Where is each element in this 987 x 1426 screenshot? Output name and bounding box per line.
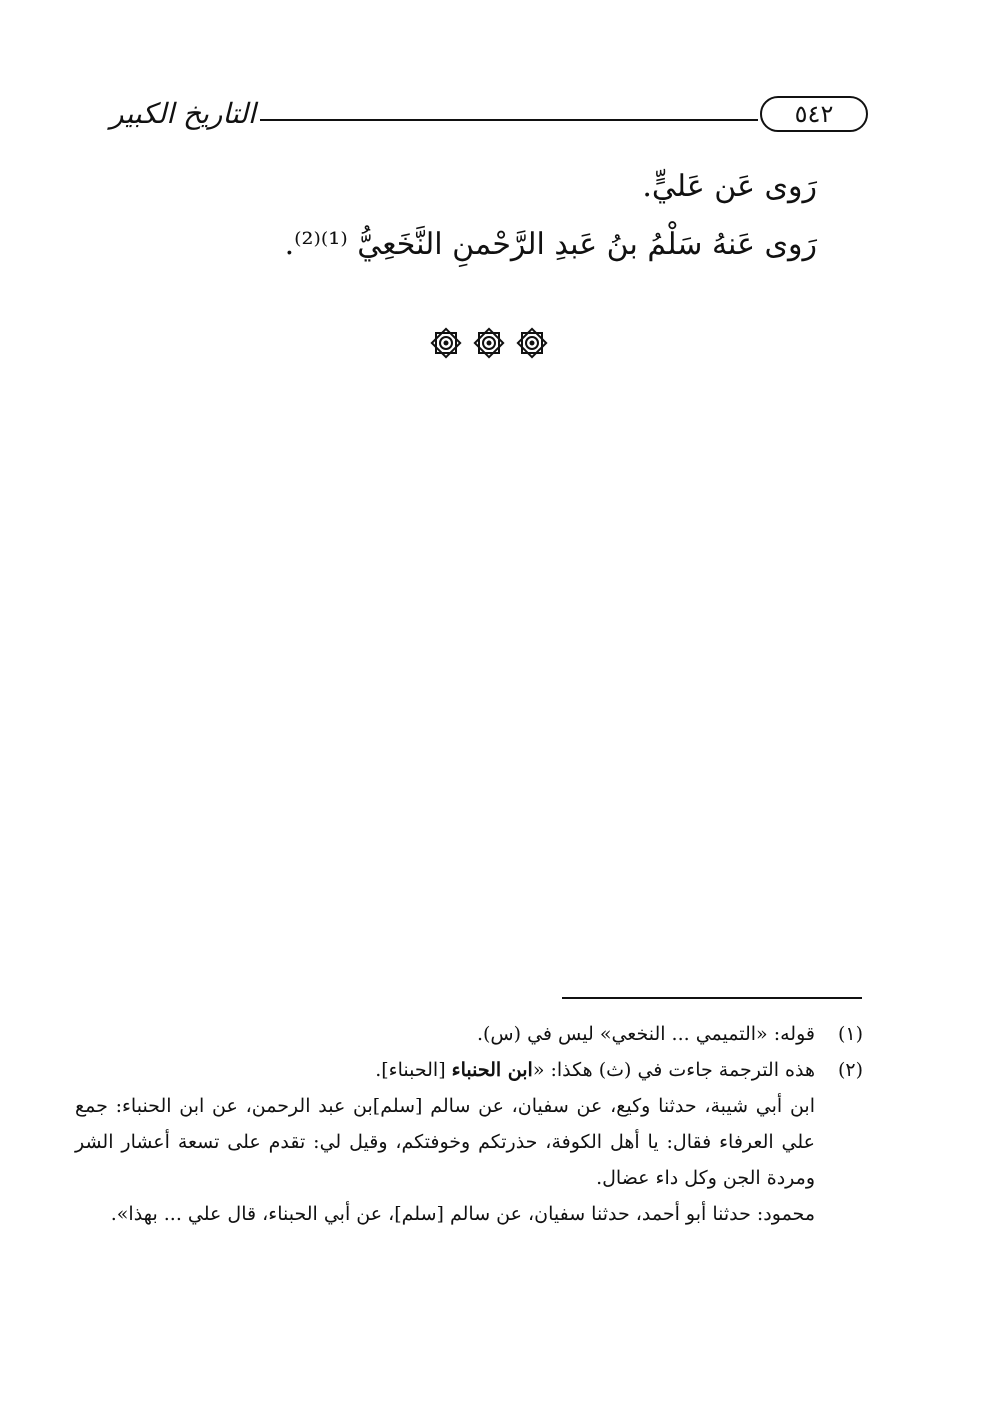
main-line-2: رَوى عَنهُ سَلْمُ بنُ عَبدِ الرَّحْمنِ النَّخَعِيُّ ⁽¹⁾⁽²⁾.	[284, 227, 817, 262]
footnote-paragraph: محمود: حدثنا أبو أحمد، حدثنا سفيان، عن سالم [سلم]، عن أبي الحبناء، قال علي ... بهذا».	[110, 1203, 815, 1225]
footnote-paragraph: ابن أبي شيبة، حدثنا وكيع، عن سفيان، عن سالم [سلم]بن عبد الرحمن، عن ابن الحنباء: جمع علي العرفاء فقال: يا أهل الكوفة، حذرتكم وخوفتكم، وقيل لي: تقدم على تسعة أعشار الشر ومردة الجن وكل داء عضال.	[75, 1095, 815, 1189]
main-text	[157, 158, 817, 274]
footnotes	[75, 1016, 863, 1232]
footnote-number: (٢)	[837, 1059, 863, 1081]
footnote-2	[123, 1052, 863, 1088]
floral-ornament-icon	[472, 326, 506, 360]
footnote-2-body	[75, 1088, 815, 1232]
footnote-1	[123, 1016, 863, 1052]
footnote-text-prefix: هذه الترجمة جاءت في (ث) هكذا: «	[532, 1059, 815, 1081]
section-ornament	[429, 326, 549, 362]
main-line-1: رَوى عَن عَليٍّ.	[642, 169, 817, 204]
book-title: التاريخ الكبير	[110, 97, 256, 130]
floral-ornament-icon	[429, 326, 463, 360]
page-header	[110, 92, 870, 138]
header-rule	[260, 119, 758, 121]
floral-ornament-icon	[515, 326, 549, 360]
footnote-separator	[562, 997, 862, 999]
footnote-text: قوله: «التميمي ... النخعي» ليس في (س).	[476, 1023, 815, 1045]
footnote-text	[123, 1052, 815, 1088]
page-number: ٥٤٢	[760, 96, 868, 132]
footnote-bold-name: ابن الحنباء	[451, 1059, 533, 1081]
footnote-number: (١)	[837, 1023, 863, 1045]
footnote-text-suffix: [الحبناء].	[375, 1059, 452, 1081]
